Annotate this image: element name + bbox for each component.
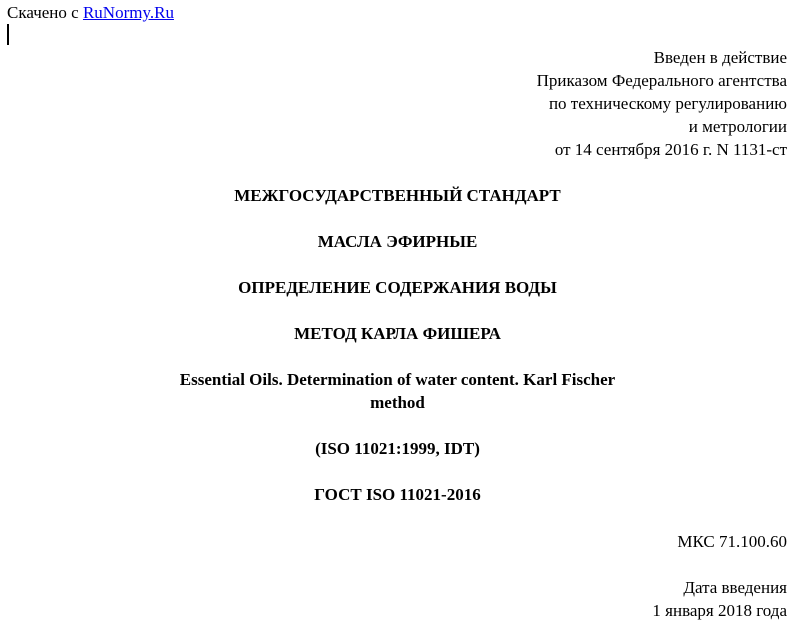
enactment-line-1: Введен в действие	[653, 48, 787, 67]
english-title-line-1: Essential Oils. Determination of water content. Karl Fischer	[179, 370, 616, 389]
source-line	[7, 1, 174, 24]
gost-number: ГОСТ ISO 11021-2016	[314, 485, 481, 504]
standard-type-heading: МЕЖГОСУДАРСТВЕННЫЙ СТАНДАРТ	[234, 186, 561, 205]
enactment-line-3: по техническому регулированию	[548, 94, 787, 113]
method-heading: МЕТОД КАРЛА ФИШЕРА	[294, 324, 501, 343]
enactment-line-4: и метрологии	[688, 117, 787, 136]
text-cursor	[7, 24, 9, 45]
english-title-line-2: method	[370, 393, 425, 412]
source-prefix: Скачено с	[7, 3, 83, 22]
enactment-line-5: от 14 сентября 2016 г. N 1131-ст	[554, 140, 787, 159]
enactment-line-2: Приказом Федерального агентства	[536, 71, 787, 90]
determination-heading: ОПРЕДЕЛЕНИЕ СОДЕРЖАНИЯ ВОДЫ	[238, 278, 557, 297]
effective-date-label: Дата введения	[683, 578, 787, 597]
source-link[interactable]: RuNormy.Ru	[82, 3, 174, 22]
effective-date-value: 1 января 2018 года	[652, 601, 787, 620]
classification-code: МКС 71.100.60	[677, 532, 787, 551]
subject-heading: МАСЛА ЭФИРНЫЕ	[317, 232, 478, 251]
iso-reference: (ISO 11021:1999, IDT)	[315, 439, 480, 458]
